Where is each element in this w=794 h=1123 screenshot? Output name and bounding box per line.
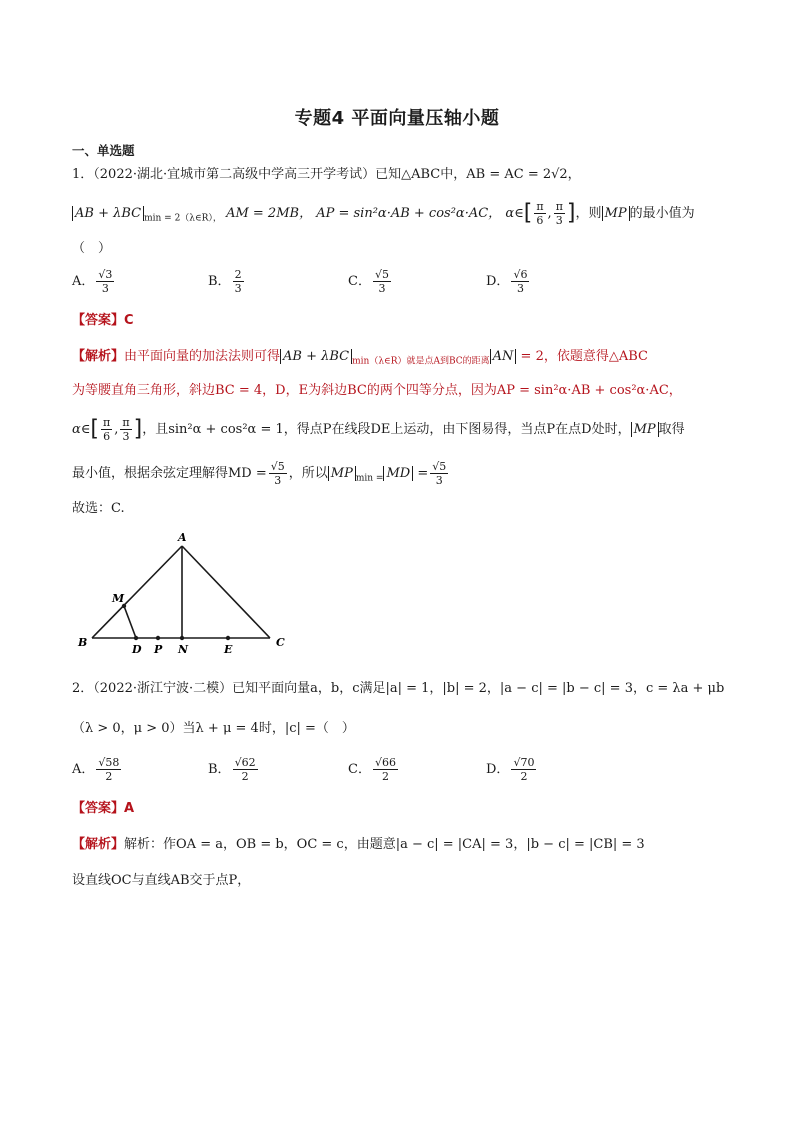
label-e: E [224,643,233,656]
label-b: B [78,636,88,649]
label-c: C [276,636,285,649]
frac-pi-6: $\frac{\pi}{6}$ [536,200,544,227]
triangle-figure [72,528,292,658]
q1-mp-abs: MP [602,206,630,221]
frac-pi-3: $\frac{\pi}{3}$ [555,200,563,227]
q1-paren: （ ） [72,241,112,256]
q2-option-d: D． $\frac{√70}{2}$ [486,756,535,783]
q1-then: ，则 [575,206,602,221]
q2-option-c: C． $\frac{√66}{2}$ [348,756,396,783]
q2-analysis-line-2: 设直线OC与直线AB交于点P， [72,873,251,888]
section-heading: 一、单选题 [72,143,135,158]
q1-option-b: B． $\frac{2}{3}$ [208,268,242,295]
q2-option-a: A． $\frac{√58}{2}$ [72,756,120,783]
label-d: D [132,643,142,656]
point-e [226,636,230,640]
q1-am-relation: AM = 2MB， [226,206,313,221]
q1-conclusion: 故选：C. [72,501,125,516]
q2-option-b: B． $\frac{√62}{2}$ [208,756,256,783]
q1-alpha-range-label: α∈ [505,206,524,221]
point-p [156,636,160,640]
q1-analysis-line-4: 最小值，根据余弦定理解得MD = $\frac{√5}{3}$ ，所以 MP $_{min =}$ MD = $\frac{√5}{3}$ [72,460,447,487]
q1-stem-line-2: AB + λBC $_{min = 2(\lambda\in R),}$ AM = 2MB， AP = sin²α·AB + cos²α·AC， α∈[ $\frac{\pi}{6}$ , $\frac{\pi}{3}$ ]，则 MP 的最小值为 [72,200,734,228]
label-n: N [178,643,189,656]
label-m: M [112,592,125,605]
segment-ab [92,546,182,638]
q1-option-c: C． $\frac{√5}{3}$ [348,268,389,295]
segment-ac [182,546,270,638]
q1-option-a: A． $\frac{√3}{3}$ [72,268,113,295]
q1-ap-relation: AP = sin²α·AB + cos²α·AC， [316,206,502,221]
point-d [134,636,138,640]
q2-answer: 【答案】A [72,801,135,816]
q1-min-condition: min = 2（λ∈R）， [144,213,222,224]
q2-stem-line-1: 2．（2022·浙江宁波·二模）已知平面向量a，b，c满足|a| = 1，|b| = 2，|a − c| = |b − c| = 3，c = λa + μb [72,681,725,696]
q1-analysis-line-3: α∈[ $\frac{\pi}{6}$ , $\frac{\pi}{3}$ ]，且sin²α + cos²α = 1，得点P在线段DE上运动，由下图易得，当点P在点D处时， MP 取得 [72,416,685,443]
point-n [180,636,184,640]
q1-answer: 【答案】C [72,313,134,328]
label-p: P [154,643,163,656]
q1-min-text: 的最小值为 [629,206,695,221]
q1-analysis-line-2: 为等腰直角三角形，斜边BC = 4，D，E为斜边BC的两个四等分点，因为AP = sin²α·AB + cos²α·AC， [72,383,682,398]
label-a: A [178,531,187,544]
q2-analysis-line-1: 【解析】解析：作OA = a，OB = b，OC = c，由题意|a − c| = |CA| = 3，|b − c| = |CB| = 3 [72,837,645,852]
q1-option-d: D． $\frac{√6}{3}$ [486,268,528,295]
page-title: 专题4 平面向量压轴小题 [294,108,500,129]
q1-analysis-line-1: 【解析】由平面向量的加法法则可得 AB + λBC $_{min(\lambda\in R)就是点A到BC的距离}$ AN = 2，依题意得△ABC [72,349,648,367]
segment-md [124,606,136,638]
q1-vector-expr: AB + λBC [75,206,142,221]
q1-stem-line-1: 1．（2022·湖北·宜城市第二高级中学高三开学考试）已知△ABC中，AB = AC = 2√2， [72,167,581,182]
q2-stem-line-2: （λ > 0，μ > 0）当λ + μ = 4时，|c| =（ ） [72,721,355,736]
